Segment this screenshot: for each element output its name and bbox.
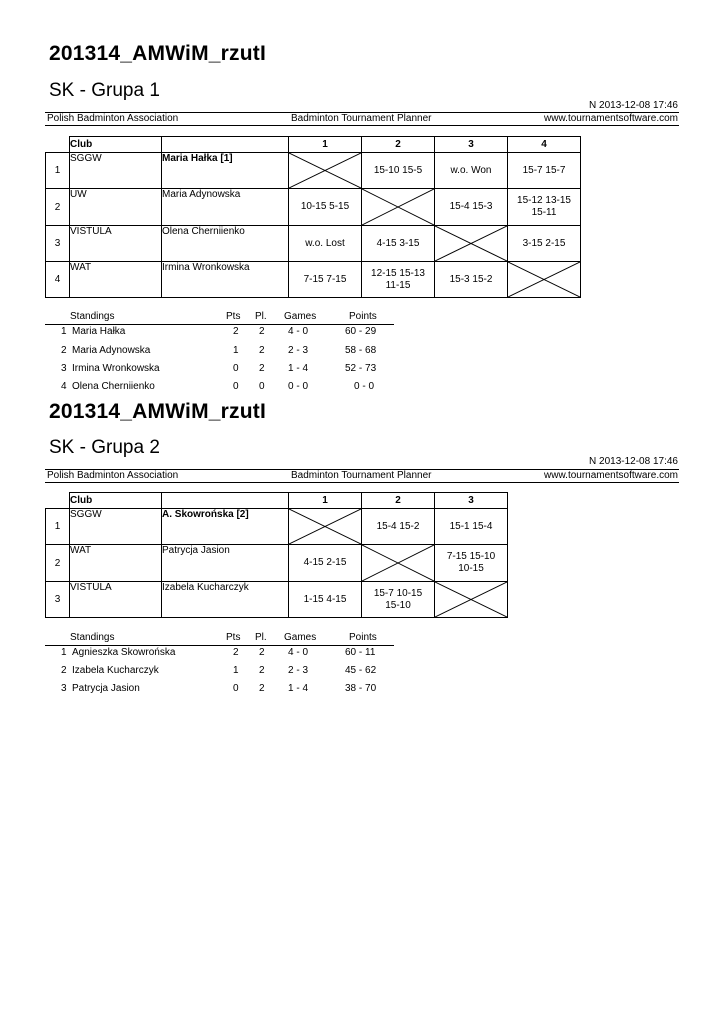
table-row: [46, 582, 508, 618]
club-name: VISTULA: [70, 226, 162, 262]
self-match-cell: [508, 262, 581, 298]
group-2-header-line: [45, 469, 679, 483]
column-header: 1: [289, 137, 362, 153]
standings-player: Irmina Wronkowska: [72, 363, 160, 374]
standings-played: 2: [259, 683, 265, 694]
match-score: 10-15 5-15: [289, 189, 362, 226]
player-header: [162, 493, 289, 509]
table-row: [46, 262, 581, 298]
standings-name-header: Standings: [70, 632, 115, 643]
group-1-results-table: [45, 136, 581, 298]
standings-rank: 3: [61, 363, 67, 374]
table-row: [46, 153, 581, 189]
match-score: 3-15 2-15: [508, 226, 581, 262]
group-2-standings: [45, 631, 395, 703]
match-score: 7-15 15-10 10-15: [435, 545, 508, 582]
standings-games: 2 - 3: [288, 665, 309, 676]
cross-icon: [435, 226, 507, 261]
row-number: 2: [46, 545, 70, 582]
table-row: [46, 509, 508, 545]
club-name: WAT: [70, 262, 162, 298]
standings-games: 1 - 4: [288, 363, 309, 374]
club-name: WAT: [70, 545, 162, 582]
self-match-cell: [362, 189, 435, 226]
standings-pts: 1: [233, 345, 239, 356]
standings-pts: 2: [233, 326, 239, 337]
standings-points: 60 - 11: [345, 647, 376, 658]
match-score: 15-1 15-4: [435, 509, 508, 545]
standings-rank: 1: [61, 647, 67, 658]
match-score: 1-15 4-15: [289, 582, 362, 618]
standings-points-header: Points: [349, 632, 377, 643]
association-label: Polish Badminton Association: [47, 470, 179, 481]
standings-played: 2: [259, 647, 265, 658]
group-2-date: N 2013-12-08 17:46: [589, 456, 678, 467]
standings-row: [45, 325, 394, 339]
cross-icon: [289, 509, 361, 544]
group-1-date: N 2013-12-08 17:46: [589, 100, 678, 111]
standings-row: [45, 664, 394, 678]
standings-games: 4 - 0: [288, 647, 309, 658]
table-row: [46, 545, 508, 582]
standings-pts: 0: [233, 363, 239, 374]
standings-rank: 4: [61, 381, 67, 392]
standings-pl-header: Pl.: [255, 311, 267, 322]
group-1-tournament-title: 201314_AMWiM_rzutI: [49, 42, 266, 65]
standings-played: 0: [259, 381, 265, 392]
column-header: 2: [362, 493, 435, 509]
group-1-header-line: [45, 112, 679, 126]
table-row: [46, 226, 581, 262]
self-match-cell: [289, 153, 362, 189]
player-name: Irmina Wronkowska: [162, 262, 289, 298]
standings-pts-header: Pts: [226, 632, 241, 643]
row-number: 1: [46, 509, 70, 545]
match-score: 12-15 15-13 11-15: [362, 262, 435, 298]
group-2-tournament-title: 201314_AMWiM_rzutI: [49, 400, 266, 423]
standings-points: 38 - 70: [345, 683, 377, 694]
match-score: w.o. Lost: [289, 226, 362, 262]
club-name: UW: [70, 189, 162, 226]
match-score: 7-15 7-15: [289, 262, 362, 298]
column-header: 4: [508, 137, 581, 153]
standings-points: 52 - 73: [345, 363, 377, 374]
association-label: Polish Badminton Association: [47, 113, 179, 124]
self-match-cell: [362, 545, 435, 582]
standings-played: 2: [259, 665, 265, 676]
match-score: 15-7 10-15 15-10: [362, 582, 435, 618]
standings-pts-header: Pts: [226, 311, 241, 322]
standings-points: 45 - 62: [345, 665, 377, 676]
standings-played: 2: [259, 345, 265, 356]
website-link[interactable]: www.tournamentsoftware.com: [544, 113, 678, 124]
standings-rank: 2: [61, 665, 67, 676]
cross-icon: [508, 262, 580, 297]
standings-player: Olena Cherniienko: [72, 381, 155, 392]
row-number: 3: [46, 582, 70, 618]
club-header: Club: [70, 493, 162, 509]
self-match-cell: [289, 509, 362, 545]
match-score: 4-15 3-15: [362, 226, 435, 262]
standings-row: [45, 380, 394, 394]
standings-rank: 3: [61, 683, 67, 694]
player-name: Izabela Kucharczyk: [162, 582, 289, 618]
standings-rank: 2: [61, 345, 67, 356]
standings-pts: 0: [233, 381, 239, 392]
standings-rank: 1: [61, 326, 67, 337]
player-name: Olena Cherniienko: [162, 226, 289, 262]
player-name: A. Skowrońska [2]: [162, 509, 289, 545]
standings-header: [45, 310, 394, 325]
standings-row: [45, 646, 394, 660]
standings-pts: 2: [233, 647, 239, 658]
standings-games: 4 - 0: [288, 326, 309, 337]
standings-header: [45, 631, 394, 646]
corner-cell: [46, 137, 70, 153]
standings-games: 1 - 4: [288, 683, 309, 694]
standings-name-header: Standings: [70, 311, 115, 322]
standings-played: 2: [259, 363, 265, 374]
standings-points: 60 - 29: [345, 326, 377, 337]
standings-player: Agnieszka Skowrońska: [72, 647, 176, 658]
standings-player: Patrycja Jasion: [72, 683, 140, 694]
player-header: [162, 137, 289, 153]
corner-cell: [46, 493, 70, 509]
standings-row: [45, 682, 394, 696]
standings-points: 58 - 68: [345, 345, 377, 356]
player-name: Patrycja Jasion: [162, 545, 289, 582]
match-score: 15-4 15-2: [362, 509, 435, 545]
cross-icon: [362, 189, 434, 225]
standings-pl-header: Pl.: [255, 632, 267, 643]
match-score: 15-7 15-7: [508, 153, 581, 189]
standings-player: Maria Hałka: [72, 326, 126, 337]
cross-icon: [362, 545, 434, 581]
club-header: Club: [70, 137, 162, 153]
standings-points: 0 - 0: [354, 381, 375, 392]
table-row: [46, 189, 581, 226]
match-score: 4-15 2-15: [289, 545, 362, 582]
standings-games: 2 - 3: [288, 345, 309, 356]
standings-played: 2: [259, 326, 265, 337]
row-number: 3: [46, 226, 70, 262]
standings-row: [45, 344, 394, 358]
group-1-standings: [45, 310, 395, 400]
standings-pts: 0: [233, 683, 239, 694]
match-score: 15-10 15-5: [362, 153, 435, 189]
match-score: 15-3 15-2: [435, 262, 508, 298]
club-name: SGGW: [70, 509, 162, 545]
cross-icon: [435, 582, 507, 617]
player-name: Maria Hałka [1]: [162, 153, 289, 189]
standings-games: 0 - 0: [288, 381, 309, 392]
group-2-subtitle: SK - Grupa 2: [49, 437, 160, 458]
column-header: 1: [289, 493, 362, 509]
self-match-cell: [435, 582, 508, 618]
planner-label: Badminton Tournament Planner: [291, 113, 432, 124]
match-score: w.o. Won: [435, 153, 508, 189]
self-match-cell: [435, 226, 508, 262]
row-number: 1: [46, 153, 70, 189]
row-number: 2: [46, 189, 70, 226]
standings-games-header: Games: [284, 632, 317, 643]
player-name: Maria Adynowska: [162, 189, 289, 226]
standings-points-header: Points: [349, 311, 377, 322]
column-header: 2: [362, 137, 435, 153]
match-score: 15-12 13-15 15-11: [508, 189, 581, 226]
standings-player: Izabela Kucharczyk: [72, 665, 159, 676]
group-1-subtitle: SK - Grupa 1: [49, 80, 160, 101]
standings-pts: 1: [233, 665, 239, 676]
club-name: SGGW: [70, 153, 162, 189]
standings-games-header: Games: [284, 311, 317, 322]
match-score: 15-4 15-3: [435, 189, 508, 226]
group-2-results-table: [45, 492, 508, 618]
website-link[interactable]: www.tournamentsoftware.com: [544, 470, 678, 481]
standings-player: Maria Adynowska: [72, 345, 151, 356]
column-header: 3: [435, 137, 508, 153]
column-header: 3: [435, 493, 508, 509]
standings-row: [45, 362, 394, 376]
cross-icon: [289, 153, 361, 188]
row-number: 4: [46, 262, 70, 298]
planner-label: Badminton Tournament Planner: [291, 470, 432, 481]
club-name: VISTULA: [70, 582, 162, 618]
